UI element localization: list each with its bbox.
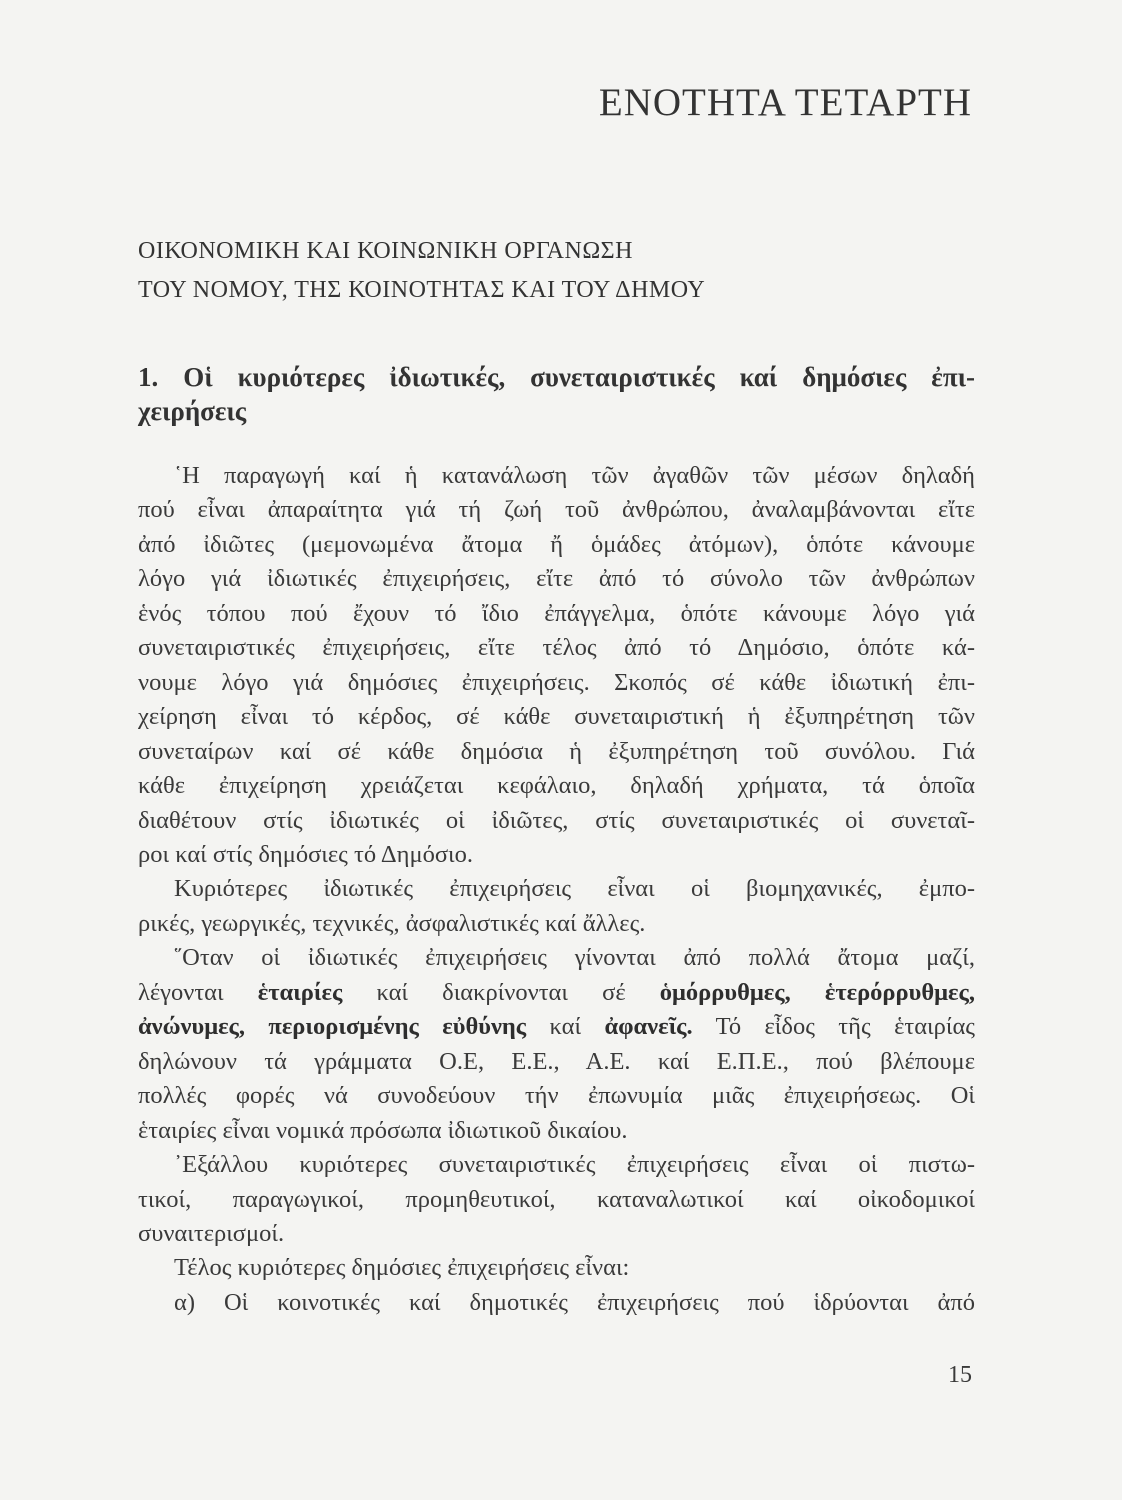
text-line (138, 941, 975, 975)
section-heading (138, 360, 975, 428)
text-run: ροι καί στίς δημόσιες τό Δημόσιο. (138, 840, 473, 868)
text-line (138, 459, 975, 493)
text-line (138, 804, 975, 838)
text-line (138, 528, 975, 562)
text-run: συνεταιριστικές ἐπιχειρήσεις, εἴτε τέλος ἀπό τό Δημόσιο, ὁπότε κά- (138, 634, 975, 662)
text-line (138, 700, 975, 734)
text-run: συναιτερισμοί. (138, 1219, 285, 1247)
text-run: χείρηση εἶναι τό κέρδος, σέ κάθε συνεταιριστική ἡ ἐξυπηρέτηση τῶν (138, 703, 975, 731)
text-run: κάθε ἐπιχείρηση χρειάζεται κεφάλαιο, δηλαδή χρήματα, τά ὁποῖα (138, 772, 975, 800)
unit-title: ΕΝΟΤΗΤΑ ΤΕΤΑΡΤΗ (598, 81, 972, 124)
text-line (138, 872, 975, 906)
text-line (138, 1286, 975, 1320)
text-run: πού εἶναι ἀπαραίτητα γιά τή ζωή τοῦ ἀνθρώπου, ἀναλαμβάνονται εἴτε (138, 496, 975, 524)
section-heading-line: 1. Οἱ κυριότερες ἰδιωτικές, συνεταιριστικές καί δημόσιες ἐπι- (138, 362, 975, 392)
text-run: διαθέτουν στίς ἰδιωτικές οἱ ἰδιῶτες, στίς συνεταιριστικές οἱ συνεταῖ- (138, 806, 975, 834)
text-line (138, 1183, 975, 1217)
chapter-subtitle (138, 232, 705, 310)
text-run: πολλές φορές νά συνοδεύουν τήν ἐπωνυμία μιᾶς ἐπιχειρήσεως. Οἱ (138, 1082, 975, 1110)
text-run: Τό εἶδος τῆς ἑταιρίας (692, 1013, 975, 1041)
text-run: ἑταιρίες εἶναι νομικά πρόσωπα ἰδιωτικοῦ δικαίου. (138, 1116, 628, 1144)
text-line (138, 976, 975, 1010)
text-line (138, 907, 975, 941)
text-run: λέγονται (138, 978, 258, 1006)
text-line (138, 493, 975, 527)
text-line (138, 1010, 975, 1044)
text-line (138, 1045, 975, 1079)
text-line (138, 631, 975, 665)
text-run: λόγο γιά ἰδιωτικές ἐπιχειρήσεις, εἴτε ἀπό τό σύνολο τῶν ἀνθρώπων (138, 565, 975, 593)
text-run: Τέλος κυριότερες δημόσιες ἐπιχειρήσεις εἶναι: (174, 1254, 630, 1282)
chapter-subtitle-line: ΟΙΚΟΝΟΜΙΚΗ ΚΑΙ ΚΟΙΝΩΝΙΚΗ ΟΡΓΑΝΩΣΗ (138, 238, 633, 264)
text-line (138, 769, 975, 803)
bold-term: ἀφανεῖς. (604, 1013, 693, 1041)
text-run: ἑνός τόπου πού ἔχουν τό ἴδιο ἐπάγγελμα, ὁπότε κάνουμε λόγο γιά (138, 599, 975, 627)
text-line (138, 838, 975, 872)
text-run: νουμε λόγο γιά δημόσιες ἐπιχειρήσεις. Σκοπός σέ κάθε ἰδιωτική ἐπι- (138, 668, 975, 696)
text-run: Κυριότερες ἰδιωτικές ἐπιχειρήσεις εἶναι οἱ βιομηχανικές, ἐμπο- (174, 875, 975, 903)
bold-term: ἀνώνυμες, περιορισμένης εὐθύνης (138, 1013, 527, 1041)
bold-term: ἑταιρίες (257, 978, 343, 1006)
text-line (138, 1114, 975, 1148)
text-run: ρικές, γεωργικές, τεχνικές, ἀσφαλιστικές καί ἄλλες. (138, 909, 646, 937)
text-line (138, 1148, 975, 1182)
text-run: τικοί, παραγωγικοί, προμηθευτικοί, καταναλωτικοί καί οἰκοδομικοί (138, 1185, 975, 1213)
page-number: 15 (948, 1362, 972, 1388)
text-line (138, 597, 975, 631)
text-run: δηλώνουν τά γράμματα Ο.Ε, Ε.Ε., Α.Ε. καί Ε.Π.Ε., πού βλέπουμε (138, 1047, 975, 1075)
chapter-subtitle-line: ΤΟΥ ΝΟΜΟΥ, ΤΗΣ ΚΟΙΝΟΤΗΤΑΣ ΚΑΙ ΤΟΥ ΔΗΜΟΥ (138, 277, 706, 303)
text-line (138, 1251, 975, 1285)
text-line (138, 666, 975, 700)
bold-term: ὁμόρρυθμες, ἑτερόρρυθμες, (659, 978, 975, 1006)
text-run: καί (526, 1013, 605, 1041)
text-run: ῾Η παραγωγή καί ἡ κατανάλωση τῶν ἀγαθῶν τῶν μέσων δηλαδή (174, 462, 975, 489)
text-run: καί διακρίνονται σέ (342, 978, 660, 1006)
text-run: ᾿Εξάλλου κυριότερες συνεταιριστικές ἐπιχειρήσεις εἶναι οἱ πιστω- (174, 1151, 975, 1179)
text-run: ἀπό ἰδιῶτες (μεμονωμένα ἄτομα ἤ ὁμάδες ἀτόμων), ὁπότε κάνουμε (138, 530, 975, 558)
text-run: ῞Οταν οἱ ἰδιωτικές ἐπιχειρήσεις γίνονται ἀπό πολλά ἄτομα μαζί, (174, 944, 975, 972)
text-line (138, 735, 975, 769)
text-run: συνεταίρων καί σέ κάθε δημόσια ἡ ἐξυπηρέτηση τοῦ συνόλου. Γιά (138, 737, 975, 765)
text-line (138, 562, 975, 596)
text-line (138, 1079, 975, 1113)
text-run: α) Οἱ κοινοτικές καί δημοτικές ἐπιχειρήσεις πού ἱδρύονται ἀπό (174, 1288, 975, 1316)
body-text (138, 459, 975, 1320)
text-line (138, 1217, 975, 1251)
section-heading-line: χειρήσεις (138, 396, 247, 426)
